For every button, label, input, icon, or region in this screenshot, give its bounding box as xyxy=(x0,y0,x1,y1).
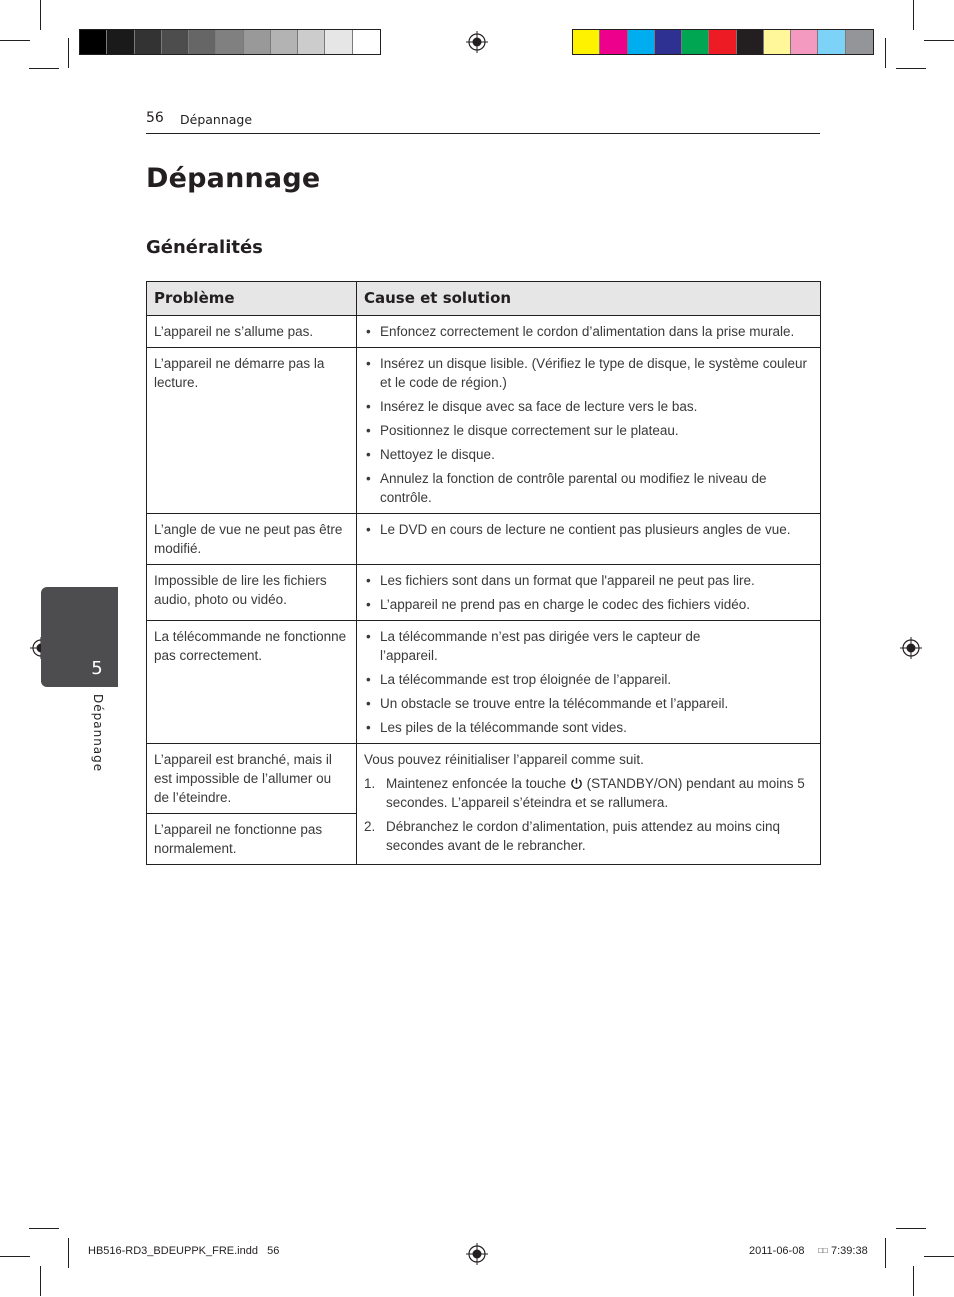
running-header-title: Dépannage xyxy=(180,112,253,127)
list-item: • Les fichiers sont dans un format que l'appareil ne peut pas lire. xyxy=(364,571,813,590)
color-swatch xyxy=(764,30,791,54)
section-title: Généralités xyxy=(146,237,263,258)
color-swatch xyxy=(628,30,655,54)
chapter-number: 5 xyxy=(91,658,103,679)
crop-mark xyxy=(68,38,69,68)
solution-list xyxy=(364,571,813,614)
solution-list xyxy=(364,322,813,341)
color-swatch xyxy=(162,30,189,54)
solution-cell xyxy=(357,621,821,744)
crop-mark xyxy=(896,68,926,69)
table-row xyxy=(147,621,821,744)
color-swatch xyxy=(244,30,271,54)
crop-mark xyxy=(29,68,59,69)
step-number: 2. xyxy=(364,819,376,834)
chapter-label: Dépannage xyxy=(91,694,105,773)
color-swatch xyxy=(189,30,216,54)
color-swatch xyxy=(298,30,325,54)
footer-date: 2011-06-08 xyxy=(749,1245,805,1257)
crop-mark xyxy=(913,1266,914,1296)
color-swatch xyxy=(791,30,818,54)
troubleshooting-table xyxy=(146,281,821,865)
list-item: • Enfoncez correctement le cordon d’alimentation dans la prise murale. xyxy=(364,322,813,341)
page-title: Dépannage xyxy=(146,163,321,194)
solution-cell xyxy=(357,744,821,865)
list-item: • La télécommande est trop éloignée de l’appareil. xyxy=(364,670,813,689)
table-row xyxy=(147,514,821,565)
color-swatch xyxy=(682,30,709,54)
reset-steps xyxy=(364,774,813,855)
column-header-solution: Cause et solution xyxy=(357,282,821,316)
list-item: • Nettoyez le disque. xyxy=(364,445,813,464)
step-text: Maintenez enfoncée la touche xyxy=(386,776,567,791)
crop-mark xyxy=(896,1228,926,1229)
color-swatch xyxy=(107,30,134,54)
color-swatch xyxy=(655,30,682,54)
list-item: • Un obstacle se trouve entre la télécommande et l’appareil. xyxy=(364,694,813,713)
list-item: • Annulez la fonction de contrôle parental ou modifiez le niveau de contrôle. xyxy=(364,469,813,507)
step-text: Débranchez le cordon d’alimentation, puis attendez au moins cinq secondes avant de le rebrancher. xyxy=(386,819,780,853)
color-swatch xyxy=(818,30,845,54)
crop-mark xyxy=(29,1228,59,1229)
table-header-row xyxy=(147,282,821,316)
table-row xyxy=(147,348,821,514)
solution-list xyxy=(364,354,813,507)
page-number: 56 xyxy=(146,110,164,126)
reset-intro: Vous pouvez réinitialiser l’appareil comme suit. xyxy=(364,752,644,767)
table-row xyxy=(147,316,821,348)
color-swatch xyxy=(737,30,764,54)
color-swatch xyxy=(709,30,736,54)
list-item: • L’appareil ne prend pas en charge le codec des fichiers vidéo. xyxy=(364,595,813,614)
color-swatch xyxy=(135,30,162,54)
color-swatch xyxy=(573,30,600,54)
color-swatch xyxy=(353,30,380,54)
solution-cell xyxy=(357,514,821,565)
solution-cell xyxy=(357,348,821,514)
registration-mark-icon xyxy=(466,1243,488,1265)
grayscale-calibration-bar xyxy=(79,29,381,55)
solution-cell xyxy=(357,316,821,348)
color-swatch xyxy=(325,30,352,54)
problem-cell: Impossible de lire les fichiers audio, photo ou vidéo. xyxy=(147,565,357,621)
problem-cell: L’appareil ne fonctionne pas normalement. xyxy=(147,814,357,865)
crop-mark xyxy=(0,1256,30,1257)
list-item: • Les piles de la télécommande sont vides. xyxy=(364,718,813,737)
color-swatch xyxy=(846,30,873,54)
problem-cell: La télécommande ne fonctionne pas correctement. xyxy=(147,621,357,744)
list-item xyxy=(364,774,813,812)
crop-mark xyxy=(924,1256,954,1257)
problem-cell: L’appareil est branché, mais il est impossible de l’allumer ou de l’éteindre. xyxy=(147,744,357,814)
registration-mark-icon xyxy=(900,637,922,659)
solution-list xyxy=(364,627,813,737)
color-swatch xyxy=(216,30,243,54)
registration-mark-icon xyxy=(466,31,488,53)
problem-cell: L’angle de vue ne peut pas être modifié. xyxy=(147,514,357,565)
crop-mark xyxy=(885,38,886,68)
crop-mark xyxy=(0,40,30,41)
color-swatch xyxy=(271,30,298,54)
solution-list xyxy=(364,520,813,539)
crop-mark xyxy=(40,0,41,30)
color-swatch xyxy=(600,30,627,54)
crop-mark xyxy=(924,40,954,41)
problem-cell: L’appareil ne s’allume pas. xyxy=(147,316,357,348)
crop-mark xyxy=(40,1266,41,1296)
problem-cell: L’appareil ne démarre pas la lecture. xyxy=(147,348,357,514)
footer-glyph: □□ xyxy=(818,1246,828,1255)
list-item: • Insérez un disque lisible. (Vérifiez le type de disque, le système couleur et le code de région.) xyxy=(364,354,813,392)
footer-time: 7:39:38 xyxy=(831,1245,868,1257)
step-text: (STANDBY/ON) pendant au moins 5 secondes. L’appareil s’éteindra et se rallumera. xyxy=(386,776,805,810)
header-rule xyxy=(146,133,820,134)
list-item xyxy=(364,817,813,855)
column-header-problem: Problème xyxy=(147,282,357,316)
power-icon xyxy=(570,777,583,790)
crop-mark xyxy=(913,0,914,30)
crop-mark xyxy=(68,1238,69,1268)
color-swatch xyxy=(80,30,107,54)
step-number: 1. xyxy=(364,776,376,791)
footer-filename: HB516-RD3_BDEUPPK_FRE.indd 56 xyxy=(88,1245,280,1257)
list-item: • La télécommande n’est pas dirigée vers le capteur de l’appareil. xyxy=(364,627,813,665)
list-item: • Insérez le disque avec sa face de lecture vers le bas. xyxy=(364,397,813,416)
solution-cell xyxy=(357,565,821,621)
crop-mark xyxy=(885,1238,886,1268)
list-item: • Positionnez le disque correctement sur le plateau. xyxy=(364,421,813,440)
table-row xyxy=(147,565,821,621)
table-row xyxy=(147,744,821,814)
list-item: • Le DVD en cours de lecture ne contient pas plusieurs angles de vue. xyxy=(364,520,813,539)
color-calibration-bar xyxy=(572,29,874,55)
